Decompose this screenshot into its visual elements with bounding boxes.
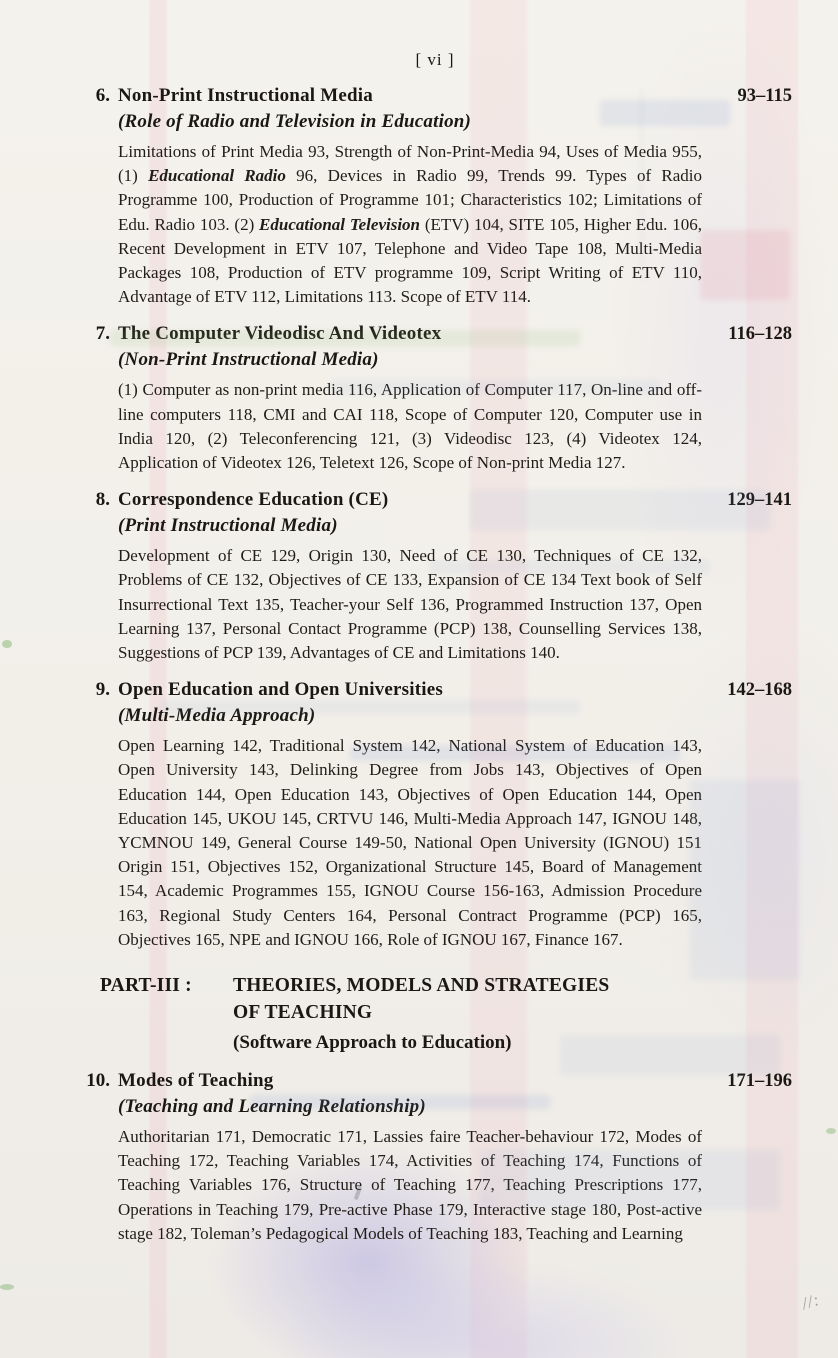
part-heading: [100, 972, 792, 1056]
part-title-block: [233, 972, 792, 1056]
pen-mark: //:: [799, 1289, 823, 1314]
toc-list: [78, 84, 792, 1246]
scan-speck: [0, 1284, 14, 1290]
entry-subtitle: (Print Instructional Media): [118, 515, 338, 537]
entry-body: (1) Computer as non-print media 116, Application of Computer 117, On-line and off-line computers 118, CMI and CAI 118, Scope of Computer 120, Computer use in India 120, (2) Teleconferencing 121, (3) Videodisc 123, (4) Videotex 124, Application of Videotex 126, Teletext 126, Scope of Non-print Media 127.: [118, 380, 702, 473]
toc-entry-heading: [78, 1069, 792, 1093]
entry-number: 9.: [95, 679, 110, 701]
part-subtitle: (Software Approach to Education): [233, 1032, 512, 1054]
entry-page-range: 142–168: [727, 680, 792, 701]
toc-entry: [78, 488, 792, 665]
entry-page-range: 93–115: [737, 86, 792, 106]
part-title-line-2: OF TEACHING: [233, 1002, 373, 1024]
entry-title: Modes of Teaching: [118, 1070, 274, 1092]
entry-body: Limitations of Print Media 93, Strength of Non-Print-Media 94, Uses of Media 955, (1) Educational Radio 96, Devices in Radio 99, Trends 99. Types of Radio Programme 100, Production of Programme 101; Characteristics 102; Limitations of Edu. Radio 103. (2) Educational Television (ETV) 104, SITE 105, Higher Edu. 106, Recent Development in ETV 107, Telephone and Video Tape 108, Multi-Media Packages 108, Production of ETV programme 109, Script Writing of ETV 110, Advantage of ETV 112, Limitations 113. Scope of ETV 114.: [118, 142, 702, 307]
entry-title: Correspondence Education (CE): [118, 489, 389, 511]
entry-title: Open Education and Open Universities: [118, 679, 443, 701]
entry-title: The Computer Videodisc And Videotex: [118, 323, 442, 345]
toc-entry-heading: [78, 322, 792, 346]
entry-body: Open Learning 142, Traditional System 142, National System of Education 143, Open University 143, Delinking Degree from Jobs 143, Objectives of Open Education 144, Open Education 143, Objectives of Open Education 144, Open Education 145, UKOU 145, CRTVU 146, Multi-Media Approach 147, IGNOU 148, YCMNOU 149, General Course 149-50, National Open University (IGNOU) 151 Origin 151, Objectives 152, Organizational Structure 145, Board of Management 154, Academic Programmes 155, IGNOU Course 156-163, Admission Procedure 163, Regional Study Centers 164, Personal Contract Programme (PCP) 165, Objectives 165, NPE and IGNOU 166, Role of IGNOU 167, Finance 167.: [118, 736, 702, 949]
entry-subtitle: (Role of Radio and Television in Education): [118, 111, 472, 132]
entry-subtitle: (Non-Print Instructional Media): [118, 349, 379, 371]
entry-body: Development of CE 129, Origin 130, Need of CE 130, Techniques of CE 132, Problems of CE 132, Objectives of CE 133, Expansion of CE 134 Text book of Self Insurrectional Text 135, Teacher-your Self 136, Programmed Instruction 137, Open Learning 137, Personal Contact Programme (PCP) 138, Counselling Services 138, Suggestions of PCP 139, Advantages of CE and Limitations 140.: [118, 546, 702, 663]
entry-page-range: 116–128: [728, 324, 792, 345]
entry-number: 6.: [95, 85, 110, 106]
part-label: PART-III :: [100, 975, 192, 997]
entry-page-range: 129–141: [727, 490, 792, 511]
entry-title: Non-Print Instructional Media: [118, 85, 373, 106]
toc-entry: [78, 1069, 792, 1246]
entry-subtitle: (Teaching and Learning Relationship): [118, 1096, 426, 1118]
entry-page-range: 171–196: [727, 1071, 792, 1092]
toc-entry-heading: [78, 488, 792, 512]
toc-entry-heading: [78, 678, 792, 702]
toc-entry: [78, 678, 792, 952]
entry-number: 10.: [86, 1070, 110, 1092]
entry-number: 8.: [95, 489, 110, 511]
entry-subtitle: (Multi-Media Approach): [118, 705, 316, 727]
scan-speck: [826, 1128, 836, 1134]
entry-body: Authoritarian 171, Democratic 171, Lassies faire Teacher-behaviour 172, Modes of Teaching 172, Teaching Variables 174, Activities of Teaching 174, Functions of Teaching Variables 176, Structure of Teaching 177, Teaching Prescriptions 177, Operations in Teaching 179, Pre-active Phase 179, Interactive stage 180, Post-active stage 182, Toleman’s Pedagogical Models of Teaching 183, Teaching and Learning: [118, 1127, 702, 1243]
toc-entry: [78, 322, 792, 475]
page-number-header: [ vi ]: [415, 50, 455, 69]
toc-entry-heading: [78, 84, 792, 108]
entry-number: 7.: [95, 323, 110, 345]
scan-speck: [2, 640, 12, 648]
part-title-line-1: THEORIES, MODELS AND STRATEGIES: [233, 975, 610, 997]
toc-entry: [78, 84, 792, 309]
